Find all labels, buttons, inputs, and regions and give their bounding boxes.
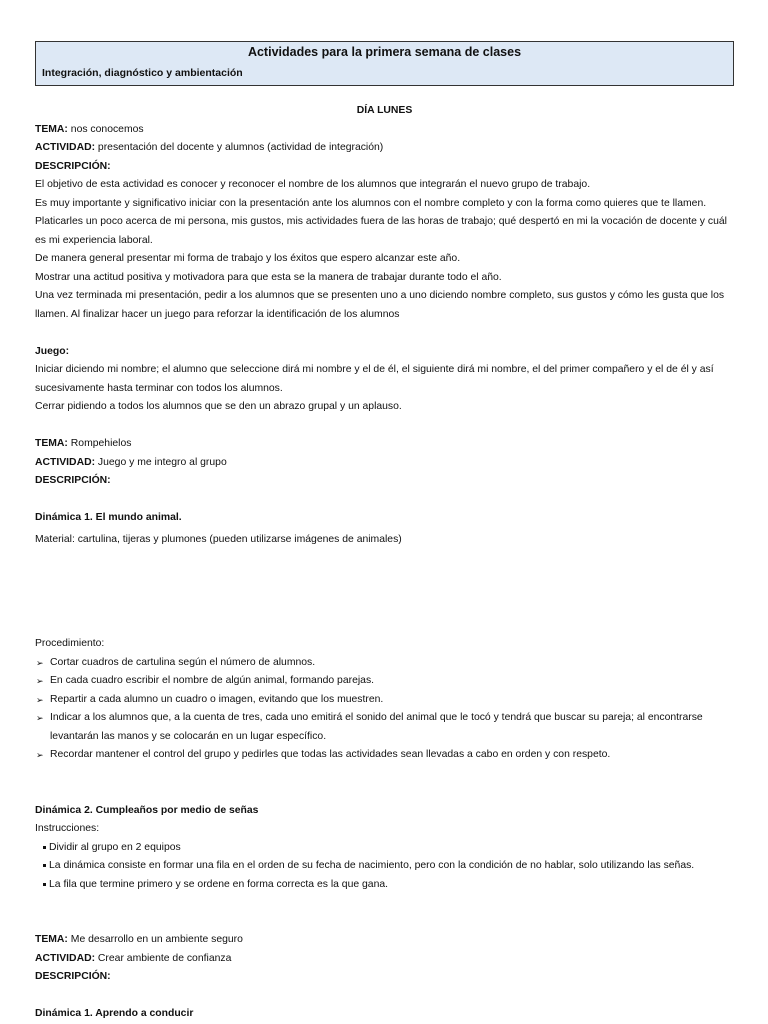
section3-actividad: ACTIVIDAD: Crear ambiente de confianza [35, 952, 232, 964]
section3-dinamica1-title: Dinámica 1. Aprendo a conducir [35, 1008, 194, 1019]
day-heading: DÍA LUNES [356, 105, 413, 116]
section1-descripcion-label: DESCRIPCIÓN: [35, 160, 111, 172]
section1-paragraph: Mostrar una actitud positiva y motivadora para que esta se la manera de trabajar durante todo el año. [35, 271, 502, 283]
section2-descripcion-label: DESCRIPCIÓN: [35, 475, 111, 486]
section1-paragraph: El objetivo de esta actividad es conocer y reconocer el nombre de los alumnos que integrarán el nuevo grupo de trabajo. [35, 179, 591, 190]
header-box [35, 41, 734, 86]
section2-actividad: ACTIVIDAD: Juego y me integro al grupo [35, 456, 227, 468]
section1-tema: TEMA: nos conocemos [35, 123, 144, 135]
dinamica1-material: Material: cartulina, tijeras y plumones (pueden utilizarse imágenes de animales) [35, 533, 402, 545]
list-item: ➢ En cada cuadro escribir el nombre de algún animal, formando parejas. [35, 672, 734, 691]
document-subtitle: Integración, diagnóstico y ambientación [42, 67, 243, 79]
section2-tema: TEMA: Rompehielos [35, 438, 132, 449]
juego-label: Juego: [35, 345, 70, 357]
dinamica2-title: Dinámica 2. Cumpleaños por medio de señas [35, 804, 259, 816]
juego-paragraph: Cerrar pidiendo a todos los alumnos que se den un abrazo grupal y un aplauso. [35, 401, 402, 412]
list-item: ➢ Recordar mantener el control del grupo y pedirles que todas las actividades sean llevadas a cabo en orden y con respeto. [35, 746, 734, 765]
document-title: Actividades para la primera semana de clases [247, 45, 522, 59]
list-item: Dividir al grupo en 2 equipos [35, 839, 734, 858]
list-item: ➢ Cortar cuadros de cartulina según el número de alumnos. [35, 654, 734, 673]
section3-tema: TEMA: Me desarrollo en un ambiente seguro [35, 934, 243, 945]
section1-paragraph: Es muy importante y significativo iniciar con la presentación ante los alumnos con el nombre completo y con la forma como quieres que te llamen. [35, 197, 707, 209]
document-page [35, 41, 734, 1024]
list-item: La fila que termine primero y se ordene en forma correcta es la que gana. [35, 876, 734, 895]
list-item: ➢ Repartir a cada alumno un cuadro o imagen, evitando que los muestren. [35, 691, 734, 710]
procedimiento-label: Procedimiento: [35, 638, 105, 649]
instrucciones-label: Instrucciones: [35, 823, 100, 834]
document-content [35, 102, 734, 1024]
section1-paragraph: Una vez terminada mi presentación, pedir a los alumnos que se presenten uno a uno diciendo nombre completo, sus gustos y cómo les gusta que los llamen. Al finalizar hacer un juego para reforzar la identificación de los alumnos [35, 290, 725, 320]
dinamica1-title: Dinámica 1. El mundo animal. [35, 512, 182, 523]
juego-paragraph: Iniciar diciendo mi nombre; el alumno que seleccione dirá mi nombre y el de él, el siguiente dirá mi nombre, el del primer compañero y el de él y así sucesivamente hasta terminar con todos los alumnos. [35, 364, 714, 394]
list-item: ➢ Indicar a los alumnos que, a la cuenta de tres, cada uno emitirá el sonido del animal que le tocó y tendrá que buscar su pareja; al encontrarse levantarán las manos y se colocarán en un lugar específico. [35, 709, 734, 746]
section1-actividad: ACTIVIDAD: presentación del docente y alumnos (actividad de integración) [35, 142, 384, 153]
list-item: La dinámica consiste en formar una fila en el orden de su fecha de nacimiento, pero con la condición de no hablar, solo utilizando las señas. [35, 857, 734, 876]
instrucciones-list [35, 839, 734, 895]
section1-paragraph: Platicarles un poco acerca de mi persona, mis gustos, mis actividades fuera de las horas de trabajo; qué despertó en mi la vocación de docente y cuál es mi experiencia laboral. [35, 216, 727, 246]
section1-paragraph: De manera general presentar mi forma de trabajo y los éxitos que espero alcanzar este año. [35, 253, 461, 264]
procedimiento-list [35, 654, 734, 765]
section3-descripcion-label: DESCRIPCIÓN: [35, 971, 111, 982]
